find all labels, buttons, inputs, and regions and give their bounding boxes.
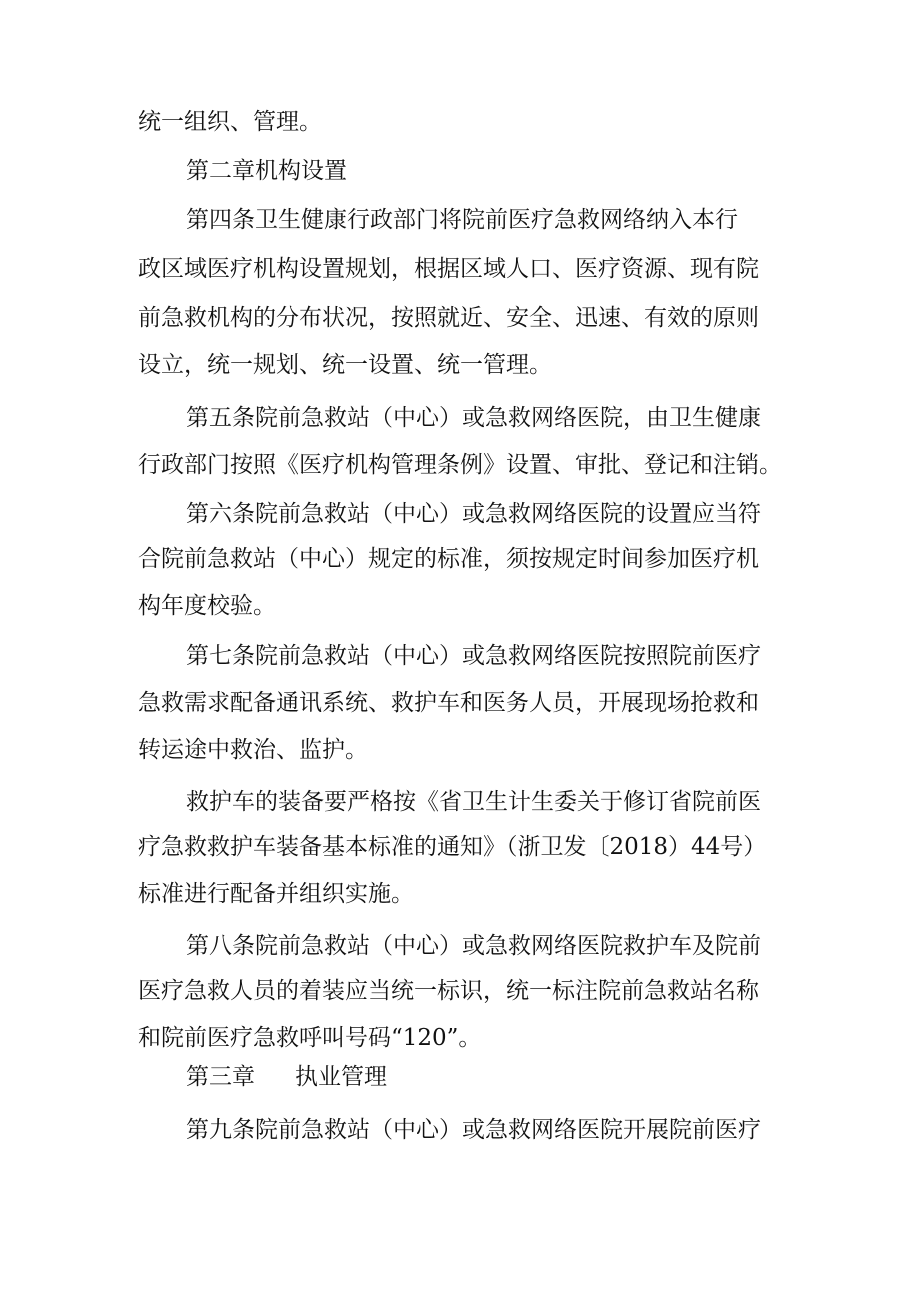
article-6-line-2: 合院前急救站（中心）规定的标准，须按规定时间参加医疗机 xyxy=(138,546,759,572)
article-5-line-2: 行政部门按照《医疗机构管理条例》设置、审批、登记和注销。 xyxy=(138,452,782,478)
article-5-line-1: 第五条院前急救站（中心）或急救网络医院，由卫生健康 xyxy=(186,405,761,431)
article-8-line-3: 和院前医疗急救呼叫号码“120”。 xyxy=(138,1025,482,1051)
article-8-line-1: 第八条院前急救站（中心）或急救网络医院救护车及院前 xyxy=(186,933,761,959)
article-7-line-2: 急救需求配备通讯系统、救护车和医务人员，开展现场抢救和 xyxy=(138,690,759,716)
ambulance-paragraph-line-2: 疗急救救护车装备基本标准的通知》（浙卫发〔2018）44号） xyxy=(138,834,767,860)
article-7-line-3: 转运途中救治、监护。 xyxy=(138,737,368,763)
chapter-3-number: 第三章 xyxy=(186,1064,255,1090)
chapter-3-name: 执业管理 xyxy=(295,1064,387,1090)
ambulance-paragraph-line-3: 标准进行配备并组织实施。 xyxy=(138,881,414,907)
text-line: 统一组织、管理。 xyxy=(138,109,322,135)
article-6-line-3: 构年度校验。 xyxy=(138,593,276,619)
chapter-3-heading xyxy=(186,1063,387,1091)
article-8-line-2: 医疗急救人员的着装应当统一标识，统一标注院前急救站名称 xyxy=(138,978,759,1004)
article-7-line-1: 第七条院前急救站（中心）或急救网络医院按照院前医疗 xyxy=(186,643,761,669)
chapter-heading: 第二章机构设置 xyxy=(186,158,347,184)
article-4-line-1: 第四条卫生健康行政部门将院前医疗急救网络纳入本行 xyxy=(186,207,738,233)
article-4-line-3: 前急救机构的分布状况，按照就近、安全、迅速、有效的原则 xyxy=(138,305,759,331)
article-4-line-2: 政区域医疗机构设置规划，根据区域人口、医疗资源、现有院 xyxy=(138,256,759,282)
article-9-line-1: 第九条院前急救站（中心）或急救网络医院开展院前医疗 xyxy=(186,1117,761,1143)
article-4-line-4: 设立，统一规划、统一设置、统一管理。 xyxy=(138,352,552,378)
article-6-line-1: 第六条院前急救站（中心）或急救网络医院的设置应当符 xyxy=(186,501,761,527)
ambulance-paragraph-line-1: 救护车的装备要严格按《省卫生计生委关于修订省院前医 xyxy=(186,789,761,815)
